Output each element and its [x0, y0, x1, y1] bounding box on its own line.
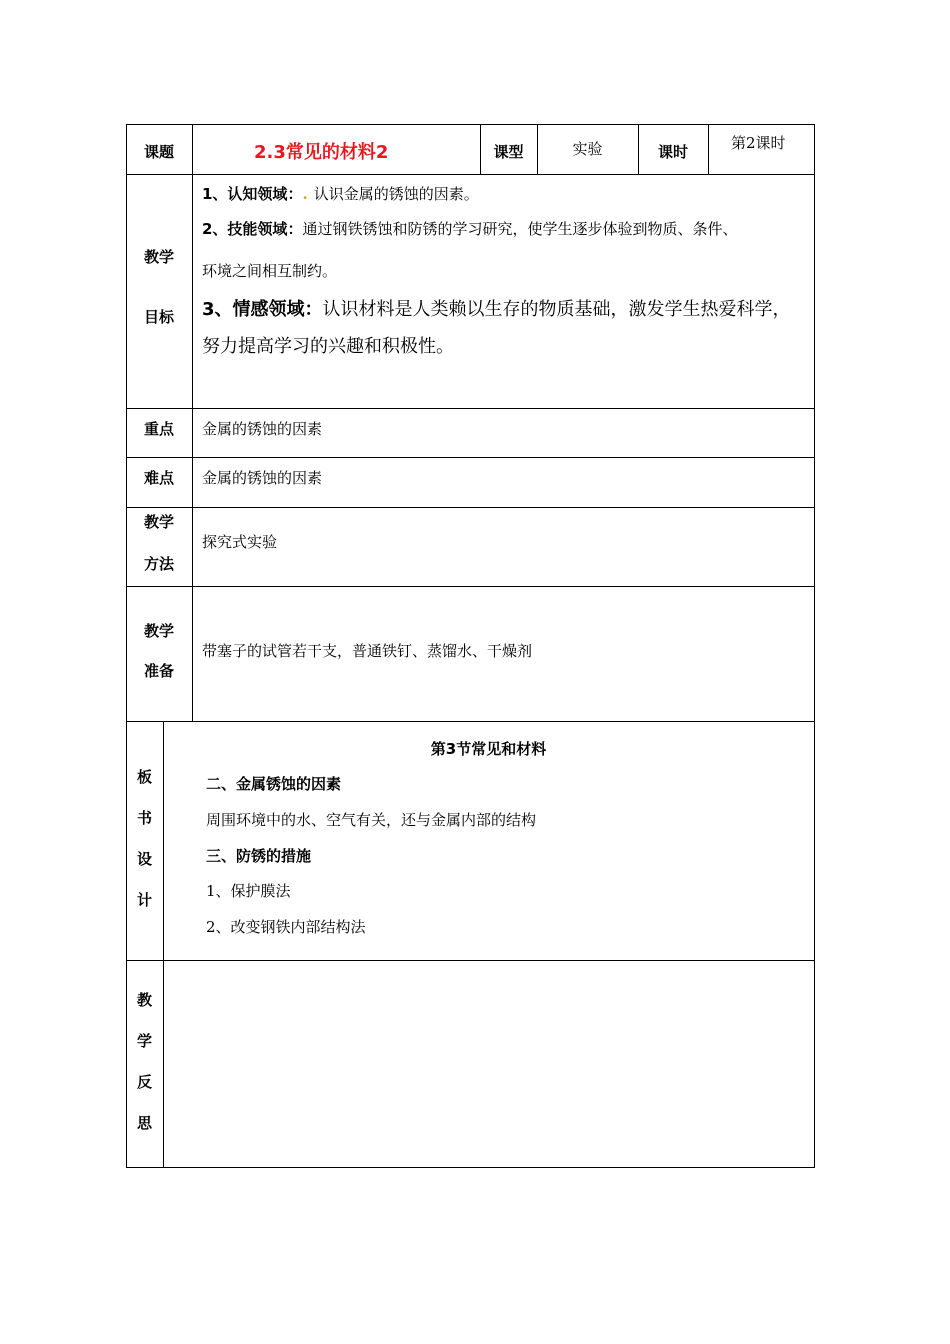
difficulty-value: 金属的锈蚀的因素 [202, 469, 323, 487]
board-label-char-1: 板 [136, 768, 152, 786]
goal-3-line-1 [202, 295, 791, 321]
prep-value: 带塞子的试管若干支，普通铁钉、蒸馏水、干燥剂 [202, 642, 533, 660]
board-label-char-2: 书 [136, 809, 152, 827]
goal-3-text-1: 认识材料是人类赖以生存的物质基础，激发学生热爱科学， [322, 299, 791, 320]
board-list-item-2: 2、改变钢铁内部结构法 [206, 918, 366, 936]
goal-1-text: 认识金属的锈蚀的因素。 [313, 185, 479, 203]
goals-label-2: 目标 [143, 308, 174, 326]
goal-3-head: 3、情感领域： [202, 299, 323, 320]
goal-1 [202, 183, 479, 204]
type-label: 课型 [493, 143, 524, 161]
goal-2-head: 2、技能领域： [202, 220, 303, 238]
lesson-title: 2.3常见的材料2 [254, 142, 389, 163]
reflection-label-char-1: 教 [136, 991, 152, 1009]
goal-1-head: 1、认知领域： [202, 185, 303, 203]
reflection-label-char-2: 学 [136, 1032, 152, 1050]
prep-label-1: 教学 [143, 622, 174, 640]
reflection-label-char-4: 思 [136, 1114, 152, 1132]
method-label-1: 教学 [143, 513, 174, 531]
period-label: 课时 [657, 143, 688, 161]
goal-3-line-2: 努力提高学习的兴趣和积极性。 [202, 336, 454, 357]
board-heading-1: 二、金属锈蚀的因素 [206, 775, 342, 793]
goals-label-1: 教学 [143, 248, 174, 266]
goal-2-line-1 [202, 218, 737, 239]
type-value: 实验 [572, 140, 603, 158]
board-paragraph-1: 周围环境中的水、空气有关，还与金属内部的结构 [206, 811, 537, 829]
goal-2-text-1: 通过钢铁锈蚀和防锈的学习研究，使学生逐步体验到物质、条件、 [302, 220, 738, 238]
board-title: 第3节常见和材料 [430, 740, 547, 758]
key-point-value: 金属的锈蚀的因素 [202, 420, 323, 438]
reflection-label-char-3: 反 [136, 1073, 152, 1091]
board-list-item-1: 1、保护膜法 [206, 882, 291, 900]
topic-label: 课题 [143, 143, 174, 161]
method-value: 探究式实验 [202, 533, 278, 551]
method-label-2: 方法 [143, 555, 174, 573]
goal-1-mark: . [302, 185, 308, 203]
goal-2-line-2: 环境之间相互制约。 [202, 262, 338, 280]
board-heading-2: 三、防锈的措施 [206, 847, 312, 865]
prep-label-2: 准备 [143, 662, 174, 680]
difficulty-label: 难点 [143, 469, 174, 487]
period-value: 第2课时 [731, 134, 786, 152]
board-label-char-3: 设 [136, 850, 152, 868]
board-label-char-4: 计 [136, 891, 152, 909]
key-point-label: 重点 [143, 420, 174, 438]
